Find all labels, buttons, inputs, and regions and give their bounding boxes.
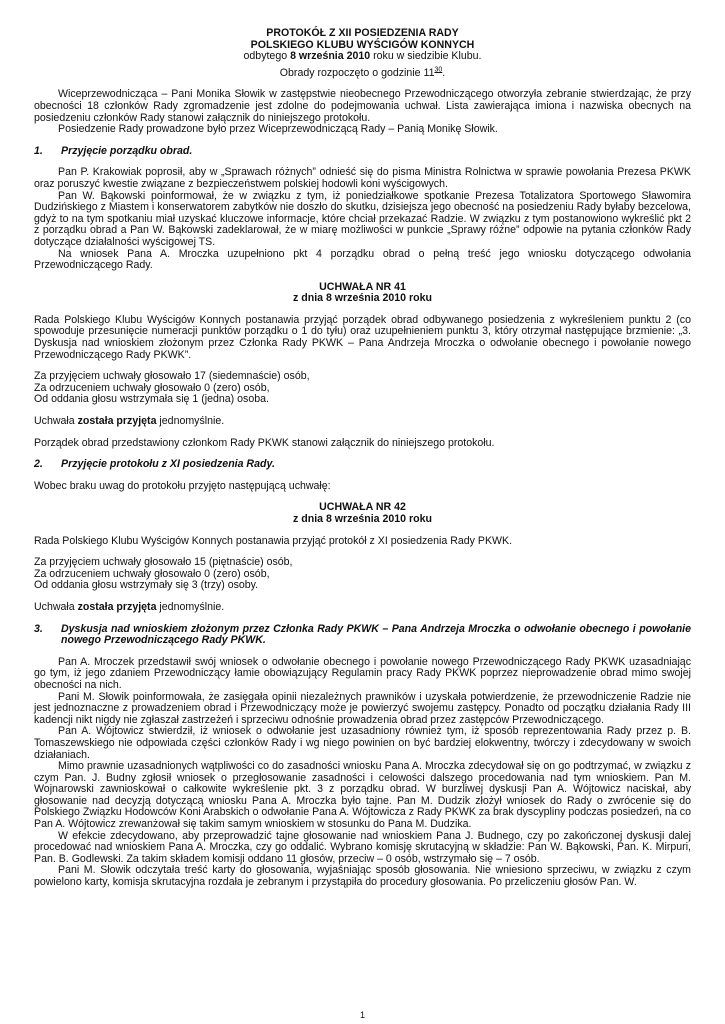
resolution-date: z dnia 8 września 2010 roku [293, 513, 432, 525]
resolution-body: Rada Polskiego Klubu Wyścigów Konnych postanawia przyjąć protokół z XI posiedzenia Rady PKWK. [34, 534, 513, 547]
section-paragraph: Pan P. Krakowiak poprosił, aby w „Sprawach różnych” odnieść się do pisma Ministra Rolnictwa w sprawie powołania Prezesa PKWK oraz poruszyć kwestie związane z bezpieczeństwem polskiej hodowli koni wyścigowych. [34, 166, 691, 190]
opening-time-minutes: 30 [434, 66, 443, 74]
section-paragraph: Pan A. Mroczek przedstawił swój wniosek o odwołanie obecnego i powołanie nowego Przewodniczącego Rady PKWK uzasadniając go tym, iż jego zdaniem Przewodniczący łamie obowiązujący Regulamin pracy Rady PKWK poprzez nieprowadzenie obrad mimo swojej obecności na nich. [34, 655, 691, 691]
intro-paragraph: Wiceprzewodnicząca – Pani Monika Słowik w zastępstwie nieobecnego Przewodniczącego otworzyła zebranie stwierdzając, że przy obecności 18 członków Rady zgromadzenie jest zdolne do podejmowania uchwał. Lista zawierająca imiona i nazwiska obecnych na posiedzeniu członków Rady stanowi załącznik do niniejszego protokołu. [34, 88, 691, 124]
vote-line: Za odrzuceniem uchwały głosowało 0 (zero) osób, [34, 567, 270, 580]
section-heading: 2. Przyjęcie protokołu z XI posiedzenia Rady. [34, 458, 275, 471]
section-paragraph: Na wniosek Pana A. Mroczka uzupełniono pkt 4 porządku obrad o pełną treść jego wniosku dotyczącego odwołania Przewodniczącego Rady. [34, 247, 691, 272]
vote-line: Za przyjęciem uchwały głosowało 15 (piętnaście) osób, [34, 556, 293, 569]
resolution-result: Uchwała została przyjęta jednomyślnie. [34, 600, 225, 613]
page-number: 1 [359, 1010, 365, 1020]
attachment-note: Porządek obrad przedstawiony członkom Rady PKWK stanowi załącznik do niniejszego protokołu. [34, 436, 495, 449]
resolution-title: UCHWAŁA NR 41 [319, 280, 406, 293]
section-paragraph: W efekcie zdecydowano, aby przeprowadzić tajne głosowanie nad wnioskiem Pana J. Budnego, czy po zakończonej dyskusji dalej procedować nad wnioskiem Pana A. Mroczka, czy go oddalić. Wybrano komisję skrutacyjną w składzie: Pan W. Bąkowski, Pan. K. Mirpuri, Pan. B. Godlewski. Za takim składem komisji oddano 11 głosów, przeciw – 0 osób, wstrzymało się – 7 osób. [34, 829, 691, 865]
vote-line: Za przyjęciem uchwały głosowało 17 (siedemnaście) osób, [34, 370, 310, 383]
resolution-body: Rada Polskiego Klubu Wyścigów Konnych postanawia przyjąć porządek obrad odbywanego posiedzenia z wykreśleniem punktu 2 (co spowoduje przesunięcie numeracji punktów porządku o 1 do tyłu) oraz uzupełnieniem punktu 3, który otrzymał następujące brzmienie: „3. Dyskusja nad wnioskiem złożonym przez Członka Rady PKWK – Pana Andrzeja Mroczka o odwołanie obecnego i powołanie nowego Przewodniczącego Rady PKWK”. [34, 313, 691, 361]
vote-line: Od oddania głosu wstrzymały się 3 (trzy) osoby. [34, 579, 259, 592]
resolution-result: Uchwała została przyjęta jednomyślnie. [34, 415, 225, 428]
opening-time: Obrady rozpoczęto o godzinie $11^{30}$. [279, 66, 446, 79]
section-paragraph: Wobec braku uwag do protokołu przyjęto następującą uchwałę: [34, 479, 331, 492]
meeting-place-date: odbytego 8 września 2010 roku w siedzibie Klubu. [243, 50, 482, 63]
vote-line: Za odrzuceniem uchwały głosowało 0 (zero) osób, [34, 381, 270, 394]
resolution-date: z dnia 8 września 2010 roku [293, 292, 432, 305]
section-heading: 1. Przyjęcie porządku obrad. [34, 144, 193, 157]
section-paragraph: Pani M. Słowik odczytała treść karty do głosowania, wyjaśniając sposób głosowania. Nie wniesiono sprzeciwu, w związku z czym powielono karty, komisja skrutacyjna rozdała je zebranym i przystąpiła do procedury głosowania. Po przeliczeniu głosów Pan. W. [34, 864, 691, 889]
section-paragraph: Mimo prawnie uzasadnionych wątpliwości co do zasadności wniosku Pana A. Mroczka zdecydował się on go podtrzymać, w związku z czym Pan. J. Budny zgłosił wniosek o przegłosowanie zasadności i celowości dalszego procedowania nad tym wnioskiem. Pan M. Wojnarowski zawnioskował o całkowite wykreślenie pkt. 3 z porządku obrad. W burzliwej dyskusji Pan A. Wójtowicz naciskał, aby głosowanie nad decyzją dotyczącą wniosku Pana A. Mroczka było tajne. Pan M. Dudzik złożył wniosek do Rady o zwrócenie się do Polskiego Związku Hodowców Koni Arabskich o odwołanie Pana A. Wójtowicza z Rady PKWK za brak dyscypliny podczas posiedzeń, na co Pan A. Wójtowicz zrewanżował się takim samym wnioskiem w stosunku do Pana M. Dudzika. [34, 760, 691, 831]
vote-line: Od oddania głosu wstrzymała się 1 (jedna) osoba. [34, 393, 269, 406]
resolution-title: UCHWAŁA NR 42 [319, 501, 406, 514]
intro-paragraph: Posiedzenie Rady prowadzone było przez Wiceprzewodniczącą Rady – Panią Monikę Słowik. [58, 123, 498, 136]
section-paragraph: Pani M. Słowik poinformowała, że zasięgała opinii niezależnych prawników i uzyskała potwierdzenie, że przewodniczenie Radzie nie jest jednoznaczne z prowadzeniem obrad i Przewodniczący może je powierzyć swojemu zastępcy. Ponadto od początku działania Rady III kadencji nikt nigdy nie zgłaszał zastrzeżeń i sprzeciwu odnośnie prowadzenia obrad przez zastępców Przewodniczącego. [34, 690, 691, 726]
section-heading: 3. Dyskusja nad wnioskiem złożonym przez Członka Rady PKWK – Pana Andrzeja Mroczka o odwołanie obecnego i powołanie nowego Przewodniczącego Rady PKWK. [34, 622, 691, 647]
document-subtitle: POLSKIEGO KLUBU WYŚCIGÓW KONNYCH [250, 38, 475, 51]
document-title: PROTOKÓŁ Z XII POSIEDZENIA RADY [266, 27, 459, 39]
meeting-date: 8 września 2010 [290, 50, 371, 63]
section-paragraph: Pan A. Wójtowicz stwierdził, iż wniosek o odwołanie jest uzasadniony również tym, iż sposób reprezentowania Rady przez p. B. Tomaszewskiego nie odpowiada części członków Rady i wg niego powinien on być bardziej elokwentny, twórczy i zdecydowany w swoich działaniach. [34, 725, 691, 761]
section-paragraph: Pan W. Bąkowski poinformował, że w związku z tym, iż poniedziałkowe spotkanie Prezesa Totalizatora Sportowego Sławomira Dudzińskiego z Miastem i konserwatorem zabytków nie doszło do skutku, dzisiejsza jego obecność na posiedzeniu Rady byłaby bezcelowa, gdyż to na tym spotkaniu miał uzyskać kluczowe informacje, które chciał przekazać Radzie. W związku z tym postanowiono wykreślić pkt 2 z porządku obrad a Pan W. Bąkowski zadeklarował, że w miarę możliwości w punkcie „Sprawy różne” odpowie na pytania członków Rady dotyczące działalności wyścigowej TS. [34, 189, 691, 248]
